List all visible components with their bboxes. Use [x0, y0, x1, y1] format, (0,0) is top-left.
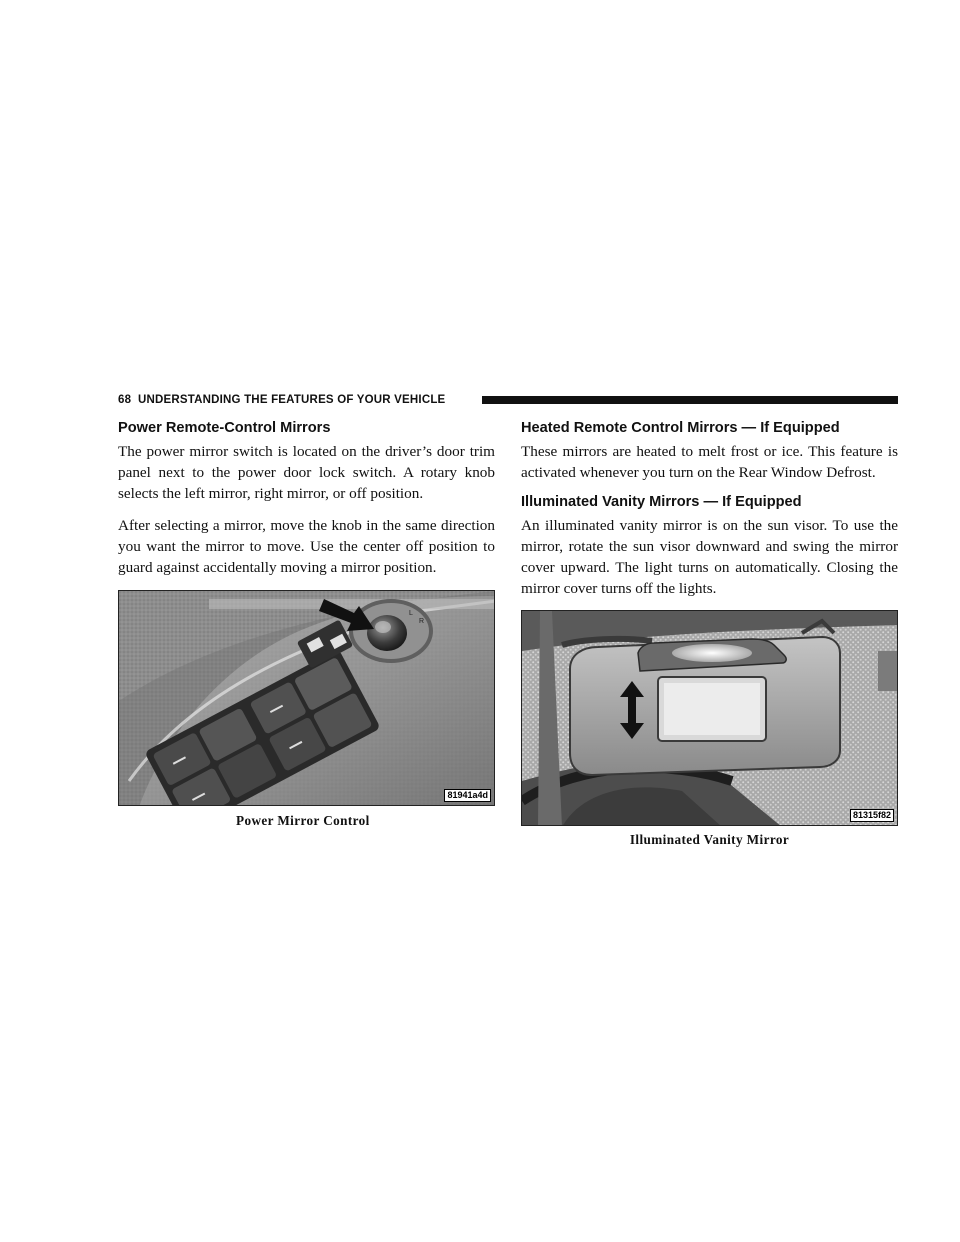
power-mirrors-paragraph-1: The power mirror switch is located on the driver’s door trim panel next to the power door lock switch. A rotary knob selects the left mirror, right mirror, or off position. — [118, 443, 495, 502]
figure-id-badge: 81315f82 — [850, 809, 894, 822]
vanity-mirror-figure — [521, 610, 898, 848]
power-mirrors-paragraph-2: After selecting a mirror, move the knob in the same direction you want the mirror to move. Use the center off position to guard against accidentally moving a mirror position. — [118, 517, 495, 576]
sun-visor-illustration — [522, 611, 898, 826]
header-rule — [482, 396, 898, 404]
left-column — [118, 419, 495, 829]
right-column — [521, 419, 898, 848]
vanity-mirrors-paragraph: An illuminated vanity mirror is on the sun visor. To use the mirror, rotate the sun visor downward and swing the mirror cover upward. The light turns on automatically. Closing the mirror cover turns off the lights. — [521, 517, 898, 597]
svg-text:R: R — [419, 618, 425, 625]
power-mirror-figure — [118, 590, 495, 829]
illuminated-vanity-mirror-image — [521, 610, 898, 826]
page-number: 68 — [118, 394, 132, 406]
door-panel-illustration — [119, 591, 495, 806]
heated-mirrors-heading: Heated Remote Control Mirrors — If Equipped — [521, 420, 840, 436]
vanity-mirror-caption: Illuminated Vanity Mirror — [629, 832, 790, 847]
header-text — [118, 391, 445, 409]
page-header — [118, 391, 898, 409]
svg-text:L: L — [409, 610, 413, 617]
vanity-mirrors-heading: Illuminated Vanity Mirrors — If Equipped — [521, 494, 802, 510]
heated-mirrors-paragraph: These mirrors are heated to melt frost or ice. This feature is activated whenever you turn on the Rear Window Defrost. — [521, 443, 898, 481]
section-title: UNDERSTANDING THE FEATURES OF YOUR VEHICLE — [138, 394, 446, 406]
figure-id-badge: 81941a4d — [444, 789, 491, 802]
power-mirrors-heading: Power Remote-Control Mirrors — [118, 420, 331, 436]
power-mirror-caption: Power Mirror Control — [236, 813, 370, 828]
power-mirror-control-image — [118, 590, 495, 806]
